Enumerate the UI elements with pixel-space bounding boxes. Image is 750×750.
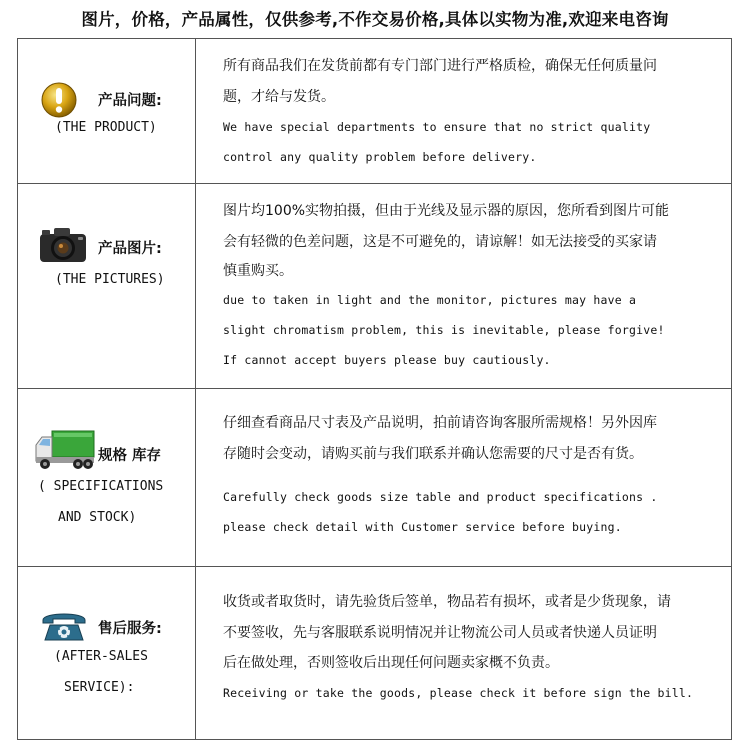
row-pictures-en-title: (THE PICTURES) xyxy=(55,272,165,287)
row-product-line-1: 所有商品我们在发货前都有专门部门进行严格质检，确保无任何质量问 xyxy=(223,58,657,74)
exclamation-icon xyxy=(40,81,78,119)
row-pictures-cn-title: 产品图片: xyxy=(98,241,162,257)
row-after-sales-line-3: 后在做处理，否则签收后出现任何问题卖家概不负责。 xyxy=(223,655,559,671)
row-after-sales-cn-title: 售后服务: xyxy=(98,621,162,637)
row-specifications-content xyxy=(196,389,731,566)
row-pictures-line-3: 慎重购买。 xyxy=(223,263,293,279)
row-after-sales-content xyxy=(196,567,731,739)
row-pictures-line-2: 会有轻微的色差问题，这是不可避免的，请谅解！如无法接受的买家请 xyxy=(223,234,657,250)
row-specifications-en-title-line-2: AND STOCK) xyxy=(58,510,137,525)
row-product-en-title: (THE PRODUCT) xyxy=(55,120,157,135)
telephone-icon xyxy=(40,609,88,643)
row-pictures-content xyxy=(196,184,731,388)
row-specifications-line-3: Carefully check goods size table and product specifications . xyxy=(223,490,658,504)
row-pictures-line-6: If cannot accept buyers please buy cautiously. xyxy=(223,353,551,367)
page-header: 图片，价格，产品属性，仅供参考,不作交易价格,具体以实物为准,欢迎来电咨询 xyxy=(81,10,669,29)
row-product-label-cell xyxy=(18,39,196,183)
row-after-sales-line-4: Receiving or take the goods, please check it before sign the bill. xyxy=(223,686,694,700)
row-pictures-label-cell xyxy=(18,184,196,388)
row-pictures-line-1: 图片均100%实物拍摄，但由于光线及显示器的原因，您所看到图片可能 xyxy=(223,203,670,219)
row-after-sales-line-1: 收货或者取货时，请先验货后签单，物品若有损坏，或者是少货现象，请 xyxy=(223,594,671,610)
row-product-line-2: 题，才给与发货。 xyxy=(223,89,335,105)
row-product-content xyxy=(196,39,731,183)
row-product-cn-title: 产品问题: xyxy=(98,93,162,109)
row-after-sales-label-cell xyxy=(18,567,196,739)
row-specifications-cn-title: 规格 库存 xyxy=(98,448,162,464)
camera-icon xyxy=(38,225,88,265)
truck-icon xyxy=(34,429,96,471)
row-specifications-label-cell xyxy=(18,389,196,566)
row-after-sales-en-title-line-2: SERVICE): xyxy=(64,680,135,695)
row-specifications xyxy=(18,389,731,567)
row-specifications-line-4: please check detail with Customer service before buying. xyxy=(223,520,622,534)
row-specifications-en-title-line-1: ( SPECIFICATIONS xyxy=(38,479,164,494)
row-specifications-line-2: 存随时会变动，请购买前与我们联系并确认您需要的尺寸是否有货。 xyxy=(223,446,643,462)
row-pictures-line-5: slight chromatism problem, this is inevitable, please forgive! xyxy=(223,323,665,337)
row-after-sales-en-title-line-1: (AFTER-SALES xyxy=(54,649,148,664)
row-after-sales-line-2: 不要签收，先与客服联系说明情况并让物流公司人员或者快递人员证明 xyxy=(223,625,657,641)
row-product xyxy=(18,39,731,184)
info-table xyxy=(17,38,732,740)
row-after-sales xyxy=(18,567,731,739)
row-specifications-line-1: 仔细查看商品尺寸表及产品说明，拍前请咨询客服所需规格！另外因库 xyxy=(223,415,657,431)
row-product-line-4: control any quality problem before delivery. xyxy=(223,150,537,164)
row-product-line-3: We have special departments to ensure that no strict quality xyxy=(223,120,651,134)
row-pictures-line-4: due to taken in light and the monitor, pictures may have a xyxy=(223,293,637,307)
row-pictures xyxy=(18,184,731,389)
